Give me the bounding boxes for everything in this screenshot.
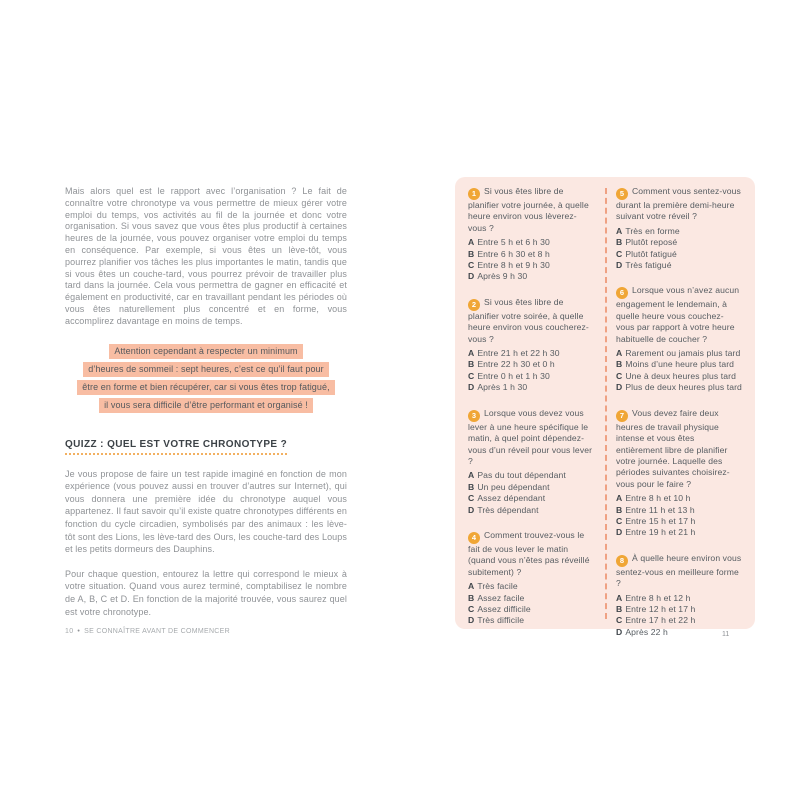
option-row: D Plus de deux heures plus tard xyxy=(616,382,742,393)
option-row: C Entre 0 h et 1 h 30 xyxy=(468,370,550,381)
question-block xyxy=(468,530,594,627)
option-row: B Assez facile xyxy=(468,592,525,603)
question-text: 8 À quelle heure environ vous sentez-vous en meilleure forme ? xyxy=(616,552,742,589)
option-row: B Moins d’une heure plus tard xyxy=(616,359,735,370)
option-row: A Entre 21 h et 22 h 30 xyxy=(468,348,560,359)
attention-note-line: d’heures de sommeil : sept heures, c’est ce qu’il faut pour xyxy=(65,359,347,377)
question-block xyxy=(616,553,742,638)
attention-note-line: il vous sera difficile d’être performant et organisé ! xyxy=(65,395,347,413)
question-text: 2 Si vous êtes libre de planifier votre soirée, à quelle heure environ vous coucherez-vous ? xyxy=(468,296,589,344)
left-page-number: 10 xyxy=(65,628,74,635)
question-text: 5 Comment vous sentez-vous durant la première demi-heure suivant votre réveil ? xyxy=(616,186,741,222)
quiz-column-left xyxy=(468,186,594,626)
option-row: A Pas du tout dépendant xyxy=(468,470,566,481)
option-row: A Très en forme xyxy=(616,225,680,236)
option-row: B Entre 22 h 30 et 0 h xyxy=(468,359,555,370)
option-row: B Plutôt reposé xyxy=(616,237,678,248)
question-number-badge: 7 xyxy=(616,410,628,422)
question-block xyxy=(468,297,594,394)
options-list xyxy=(616,493,742,539)
attention-note-line: être en forme et bien récupérer, car si vous êtes trop fatigué, xyxy=(65,377,347,395)
option-row: A Très facile xyxy=(468,581,518,592)
question-text: 6 Lorsque vous n’avez aucun engagement le lendemain, à quelle heure vous couchez-vous par rapport à votre heure habituelle de coucher ? xyxy=(616,285,740,344)
option-row: D Après 1 h 30 xyxy=(468,382,528,393)
option-row: D Très fatigué xyxy=(616,260,672,271)
option-row: B Un peu dépendant xyxy=(468,481,550,492)
question-block xyxy=(616,285,742,393)
option-row: B Entre 6 h 30 et 8 h xyxy=(468,248,550,259)
footer-separator: • xyxy=(77,628,81,635)
option-row: A Entre 5 h et 6 h 30 xyxy=(468,237,550,248)
option-row: B Entre 12 h et 17 h xyxy=(616,603,696,614)
quiz-intro-paragraph: Je vous propose de faire un test rapide imaginé en fonction de mon expérience (vous pouvez aussi en trouver d’autres sur Internet), qui vous donnera une première idée du chronotype auquel vous appartenez. Il faut savoir qu’il existe quatre chronotypes différents en fonction du cycle circadien, symbolisés par des animaux : les lève-tôt sont des Lions, les lève-tard des Ours, les couche-tard des Loups et les petits dormeurs des Dauphins. xyxy=(65,468,347,555)
question-text: 1 Si vous êtes libre de planifier votre journée, à quelle heure environ vous lèverez-vous ? xyxy=(468,186,589,233)
option-row: D Très dépendant xyxy=(468,504,539,515)
options-list xyxy=(616,348,742,394)
question-text: 3 Lorsque vous devez vous lever à une heure spécifique le matin, à quel point dépendez-vous d’un réveil pour vous lever ? xyxy=(468,407,593,466)
quiz-section-heading: QUIZZ : QUEL EST VOTRE CHRONOTYPE ? xyxy=(65,439,347,455)
option-row: A Entre 8 h et 12 h xyxy=(616,592,691,603)
option-row: B Entre 11 h et 13 h xyxy=(616,504,695,515)
options-list xyxy=(468,237,594,283)
attention-note xyxy=(65,341,347,413)
attention-note-line: Attention cependant à respecter un minimum xyxy=(65,341,347,359)
quiz-panel xyxy=(455,177,755,637)
quiz-column-right xyxy=(616,186,742,637)
right-page-number: 11 xyxy=(722,631,730,638)
option-row: C Plutôt fatigué xyxy=(616,248,677,259)
question-block xyxy=(616,408,742,539)
question-text: 4 Comment trouvez-vous le fait de vous lever le matin (quand vous n’êtes pas réveillé subitement) ? xyxy=(468,529,590,577)
question-number-badge: 1 xyxy=(468,188,480,200)
question-number-badge: 5 xyxy=(616,188,628,200)
option-row: A Rarement ou jamais plus tard xyxy=(616,348,741,359)
option-row: C Assez dépendant xyxy=(468,493,546,504)
option-row: D Entre 19 h et 21 h xyxy=(616,527,696,538)
option-row: C Entre 17 h et 22 h xyxy=(616,615,696,626)
left-page xyxy=(65,186,347,618)
option-row: D Après 9 h 30 xyxy=(468,271,528,282)
question-number-badge: 8 xyxy=(616,555,628,567)
option-row: C Assez difficile xyxy=(468,603,531,614)
options-list xyxy=(468,470,594,516)
option-row: A Entre 8 h et 10 h xyxy=(616,493,691,504)
options-list xyxy=(616,226,742,272)
options-list xyxy=(468,348,594,394)
question-number-badge: 4 xyxy=(468,532,480,544)
question-text: 7 Vous devez faire deux heures de travail physique intense et vous êtes entièrement libre de planifier votre journée. Laquelle des périodes suivantes choisirez-vous pour le faire ? xyxy=(616,407,730,489)
left-page-footer xyxy=(65,628,230,635)
option-row: C Entre 15 h et 17 h xyxy=(616,515,696,526)
question-block xyxy=(616,186,742,271)
quiz-instructions-paragraph: Pour chaque question, entourez la lettre qui correspond le mieux à votre situation. Quand vous aurez terminé, comptabilisez le nombre de A, B, C et D. En fonction de la majorité trouvée, vous saurez quel est votre chronotype. xyxy=(65,568,347,617)
question-number-badge: 3 xyxy=(468,410,480,422)
option-row: D Après 22 h xyxy=(616,626,668,637)
question-number-badge: 6 xyxy=(616,287,628,299)
question-block xyxy=(468,408,594,516)
option-row: C Entre 8 h et 9 h 30 xyxy=(468,260,550,271)
options-list xyxy=(468,581,594,627)
question-block xyxy=(468,186,594,283)
dashed-column-divider xyxy=(605,188,607,619)
footer-section-title: SE CONNAÎTRE AVANT DE COMMENCER xyxy=(84,628,230,635)
question-number-badge: 2 xyxy=(468,299,480,311)
option-row: D Très difficile xyxy=(468,615,525,626)
intro-paragraph: Mais alors quel est le rapport avec l’organisation ? Le fait de connaître votre chronotype va vous permettre de mieux gérer votre emploi du temps, vos activités au fil de la journée et donc votre organisation. Si vous savez que vous êtes plus productif à certaines heures de la journée, vous pouvez organiser votre emploi du temps en conséquence. Par exemple, si vous êtes un lève-tôt, vous pourrez planifier vos tâches les plus importantes le matin, tandis que si vous êtes un couche-tard, vous pourrez prévoir de travailler plus tard dans la journée. Cela vous permettra de gagner en efficacité et également en productivité, car en travaillant pendant les périodes où vous êtes naturellement plus concentré et en forme, vous accomplirez davantage en moins de temps. xyxy=(65,186,347,326)
option-row: C Une à deux heures plus tard xyxy=(616,370,736,381)
